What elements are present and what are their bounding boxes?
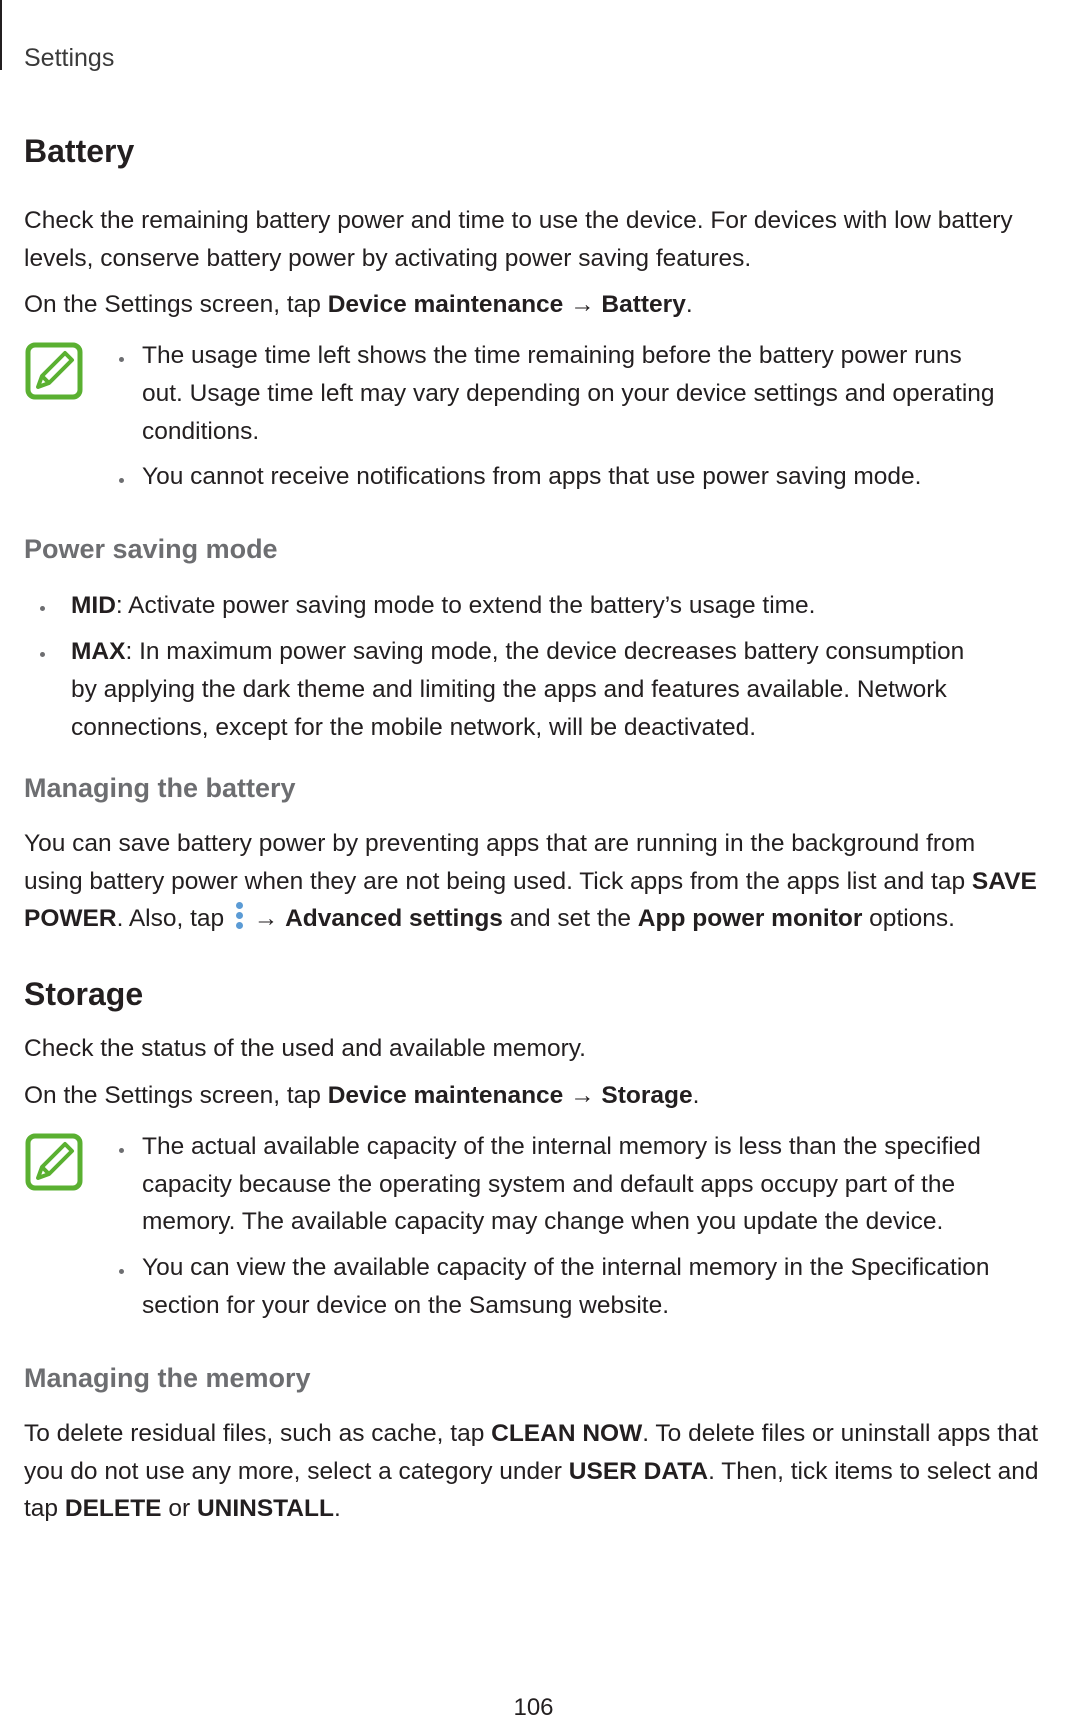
battery-title: Battery [24,133,135,169]
managing-memory-line-1: To delete residual files, such as cache, tap CLEAN NOW. To delete files or uninstall apps that [24,1420,1039,1447]
storage-note-1-line-1: The actual available capacity of the internal memory is less than the specified [142,1133,981,1160]
power-saving-max-line-2: by applying the dark theme and limiting the apps and features available. Network [71,676,947,703]
power-saving-title: Power saving mode [24,534,278,564]
uninstall-label: UNINSTALL [196,1495,334,1522]
managing-memory-line-3: tap DELETE or UNINSTALL. [24,1495,341,1522]
menu-device-maintenance: Device maintenance [327,291,564,318]
delete-label: DELETE [64,1495,162,1522]
storage-note-1-line-3: memory. The available capacity may change when you update the device. [142,1208,944,1235]
managing-memory-title: Managing the memory [24,1363,311,1393]
bullet-dot [119,478,124,483]
battery-intro-line-2: levels, conserve battery power by activating power saving features. [24,245,752,272]
managing-battery-line-2: using battery power when they are not being used. Tick apps from the apps list and tap SAVE [24,868,1037,895]
storage-note-1-line-2: capacity because the operating system and default apps occupy part of the [142,1171,956,1198]
menu-battery: Battery [601,291,686,318]
clean-now-label: CLEAN NOW [491,1420,643,1447]
pencil-note-icon [25,342,83,400]
power-saving-max-line-1: MAX: In maximum power saving mode, the device decreases battery consumption [71,638,965,665]
managing-memory-line-2: you do not use any more, select a category under USER DATA. Then, tick items to select and [24,1458,1039,1485]
battery-note-1-line-1: The usage time left shows the time remaining before the battery power runs [142,342,962,369]
storage-intro: Check the status of the used and available memory. [24,1035,586,1062]
more-options-icon [233,900,245,932]
battery-intro-line-1: Check the remaining battery power and time to use the device. For devices with low battery [24,207,1013,234]
storage-note-2-line-1: You can view the available capacity of the internal memory in the Specification [142,1254,990,1281]
managing-battery-title: Managing the battery [24,773,296,803]
menu-advanced-settings: Advanced settings [285,905,503,932]
managing-battery-line-1: You can save battery power by preventing apps that are running in the background from [24,830,976,857]
battery-note-1-line-3: conditions. [142,418,260,445]
storage-path: On the Settings screen, tap Device maintenance → Storage. [24,1082,700,1109]
battery-note-2-line-1: You cannot receive notifications from apps that use power saving mode. [142,463,922,490]
user-data-label: USER DATA [568,1458,709,1485]
power-saving-mid: MID: Activate power saving mode to extend the battery’s usage time. [71,592,816,619]
bullet-dot [119,1269,124,1274]
power-saving-max-line-3: connections, except for the mobile network, will be deactivated. [71,714,757,741]
menu-device-maintenance: Device maintenance [327,1082,564,1109]
bullet-dot [119,357,124,362]
menu-storage: Storage [601,1082,693,1109]
battery-note-1-line-2: out. Usage time left may vary depending on your device settings and operating [142,380,995,407]
section-header: Settings [24,44,115,72]
battery-path: On the Settings screen, tap Device maintenance → Battery. [24,291,693,318]
page-number: 106 [513,1694,554,1721]
bullet-dot [40,652,45,657]
mode-max-label: MAX [71,638,126,665]
pencil-note-icon [25,1133,83,1191]
bullet-dot [119,1148,124,1153]
managing-battery-line-3: POWER. Also, tap → Advanced settings and set the App power monitor options. [24,900,1064,938]
bullet-dot [40,606,45,611]
storage-note-2-line-2: section for your device on the Samsung website. [142,1292,670,1319]
menu-app-power-monitor: App power monitor [637,905,863,932]
mode-mid-label: MID [71,592,116,619]
storage-title: Storage [24,976,144,1012]
save-power-label: SAVE [971,868,1037,895]
page-edge-rule [0,0,2,70]
